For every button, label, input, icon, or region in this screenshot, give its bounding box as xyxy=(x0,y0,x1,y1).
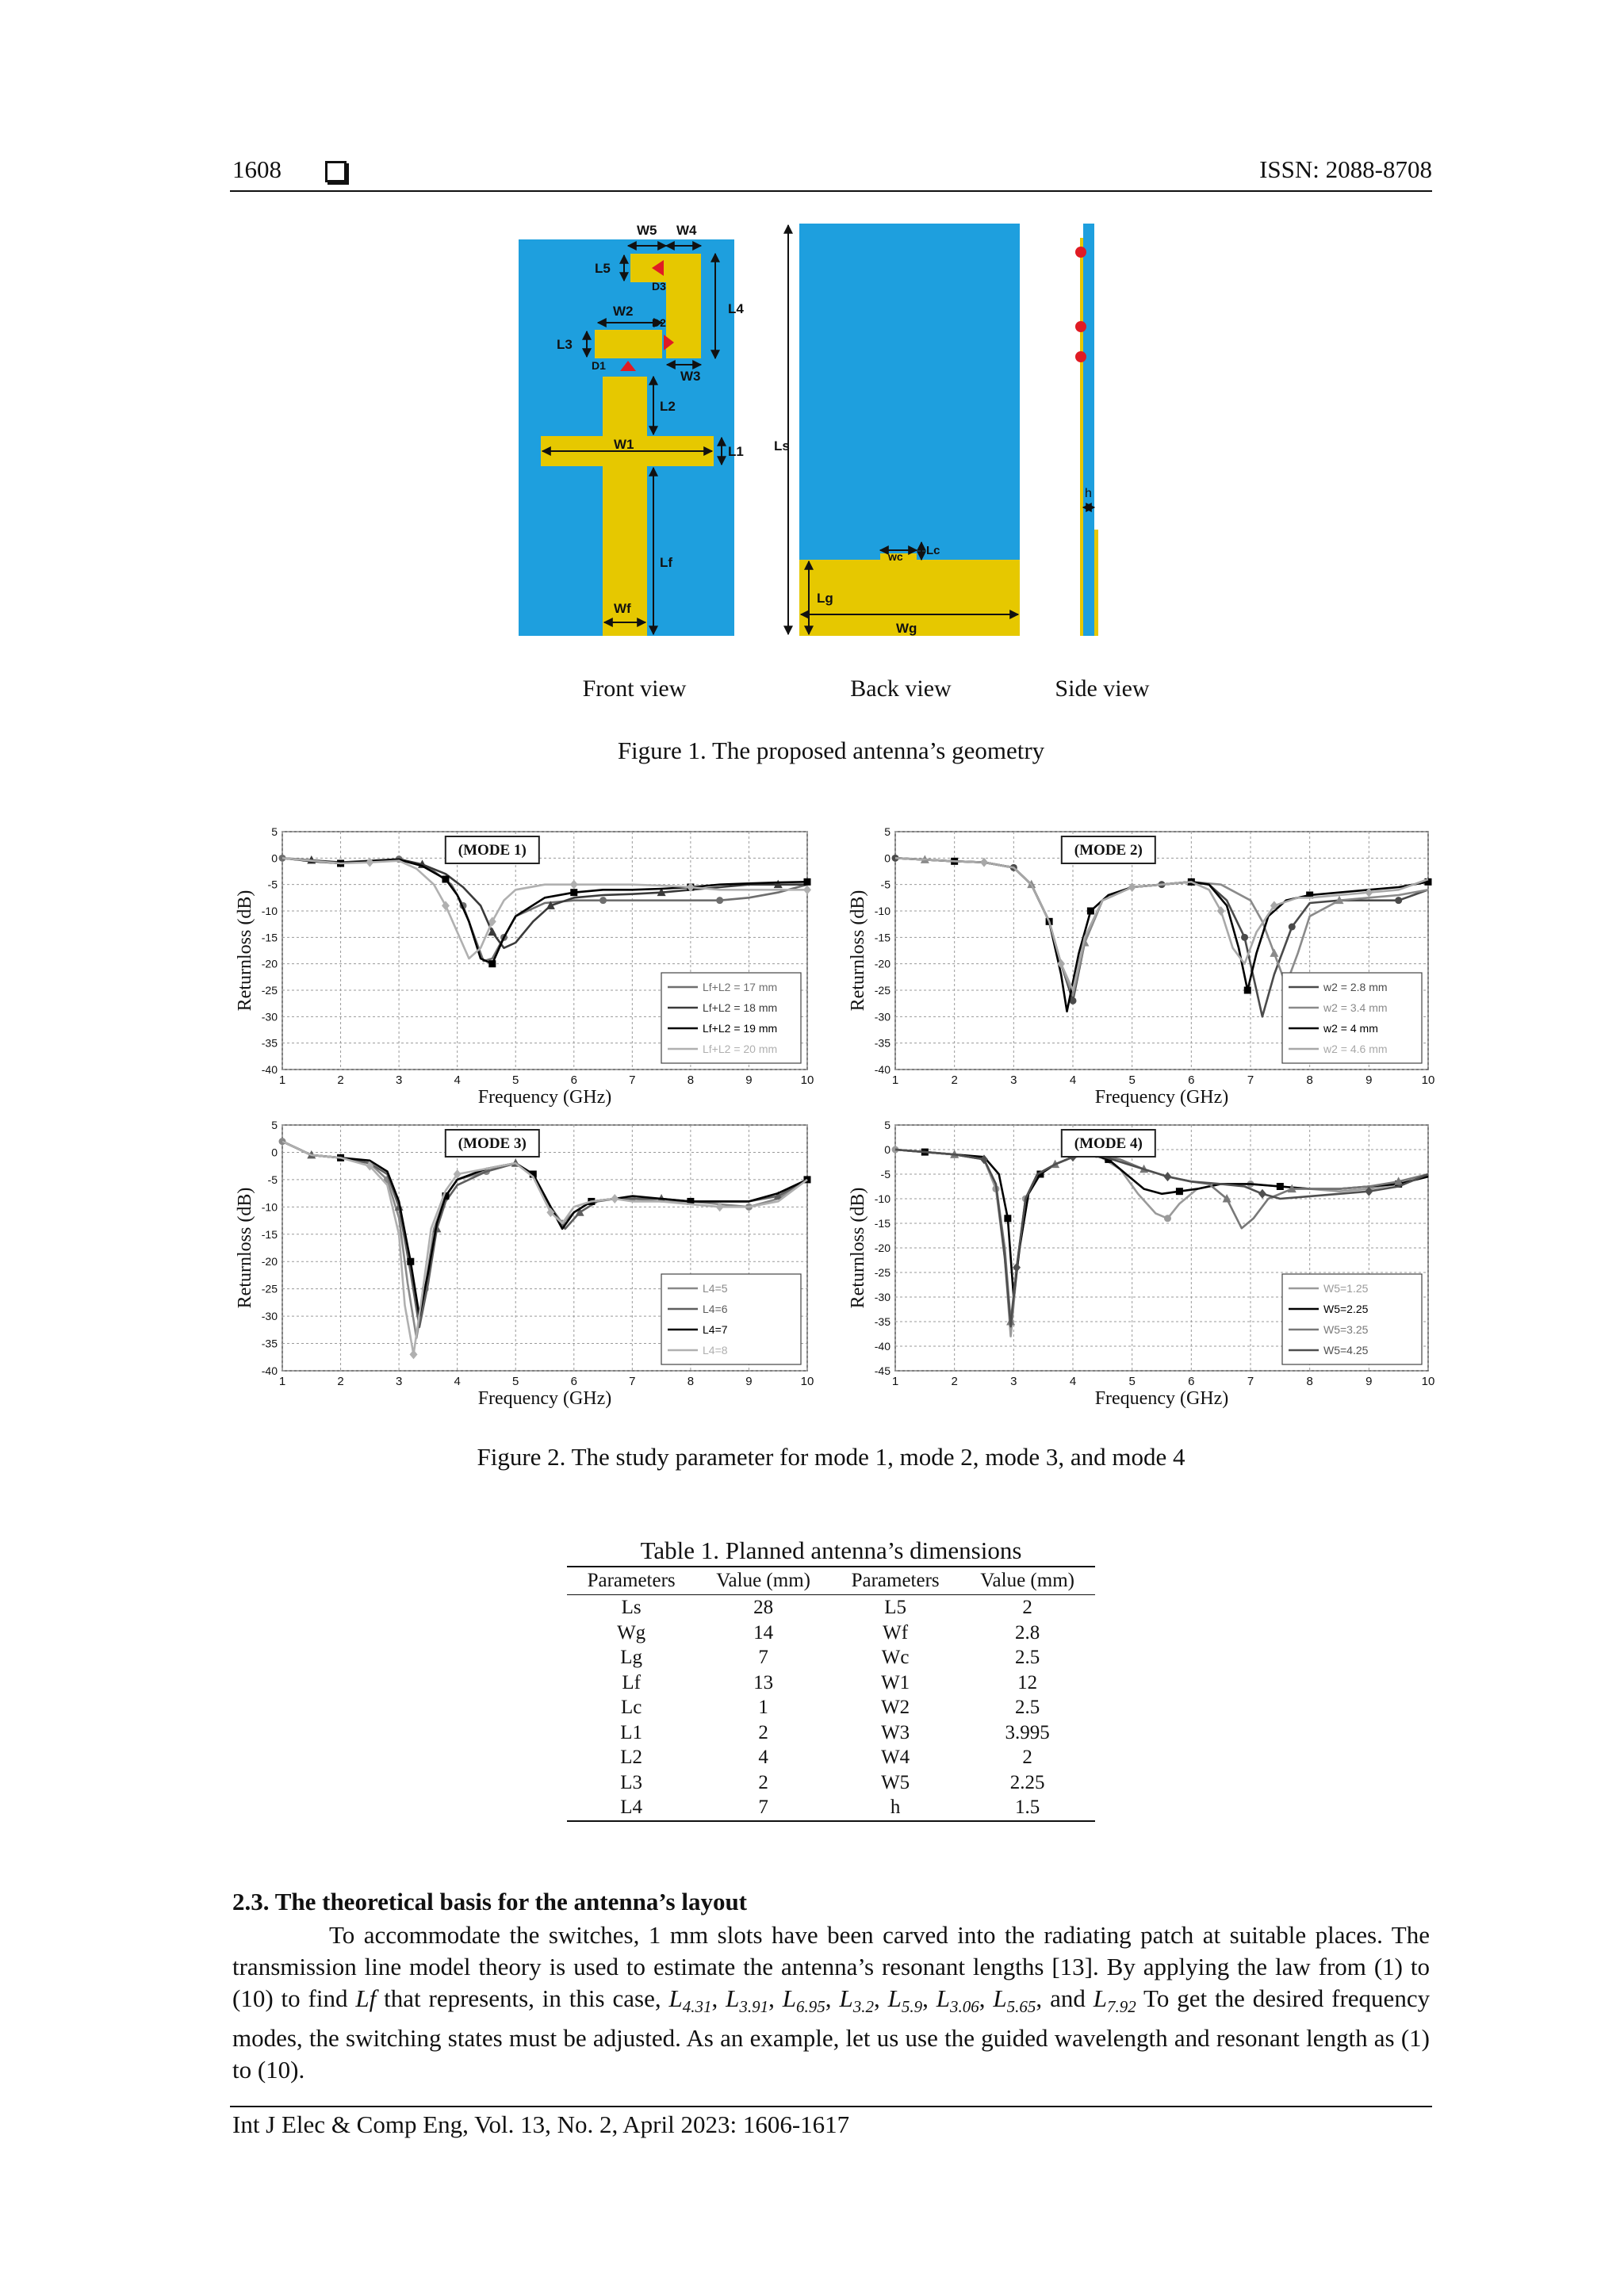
figure-1-antenna-geometry xyxy=(508,214,1158,666)
data-point xyxy=(570,889,577,896)
table-row xyxy=(567,1770,1095,1796)
x-tick-label: 2 xyxy=(951,1375,958,1388)
data-point xyxy=(716,897,723,904)
table-row xyxy=(567,1645,1095,1670)
resonant-lengths: $L_{4.31}$, $L_{3.91}$, $L_{6.95}$, $L_{3.2}$, $L_{5.9}$, $L_{3.06}$, $L_{5.65}$ xyxy=(668,1984,1036,2017)
x-tick-label: 8 xyxy=(1306,1375,1313,1388)
data-point xyxy=(1244,987,1251,994)
y-tick-label: -5 xyxy=(267,1173,278,1186)
table-cell: h xyxy=(831,1795,959,1821)
label-h: h xyxy=(1085,487,1092,500)
y-tick-label: 0 xyxy=(271,1146,278,1159)
y-axis-label: Returnloss (dB) xyxy=(235,1187,255,1309)
label-w2: W2 xyxy=(613,304,634,319)
data-point xyxy=(1176,1188,1183,1195)
x-tick-label: 7 xyxy=(1247,1073,1254,1087)
y-tick-label: -25 xyxy=(261,984,278,997)
data-point xyxy=(1004,1215,1011,1222)
para-and: , and xyxy=(1036,1984,1094,2012)
x-tick-label: 10 xyxy=(800,1375,814,1388)
x-tick-label: 6 xyxy=(1188,1073,1195,1087)
x-tick-label: 7 xyxy=(629,1073,636,1087)
x-tick-label: 4 xyxy=(454,1375,461,1388)
x-tick-label: 2 xyxy=(337,1073,344,1087)
table-cell: W4 xyxy=(881,1747,910,1768)
y-tick-label: -10 xyxy=(261,905,278,917)
length-0: $L_{4.31}$ xyxy=(668,1984,712,2017)
side-view-label: Side view xyxy=(1055,675,1150,702)
table-cell: 1 xyxy=(758,1697,768,1718)
front-view xyxy=(519,223,744,636)
y-tick-label: -5 xyxy=(880,1168,891,1181)
label-l5: L5 xyxy=(595,261,611,276)
y-tick-label: -30 xyxy=(874,1291,891,1303)
y-tick-label: -30 xyxy=(874,1010,891,1024)
label-lc: Lc xyxy=(926,544,940,557)
data-point xyxy=(1277,1183,1284,1190)
y-tick-label: -15 xyxy=(874,931,891,944)
chart-mode-4 xyxy=(843,1114,1438,1415)
table-cell: 12 xyxy=(1017,1671,1038,1693)
legend-label: Lf+L2 = 20 mm xyxy=(703,1043,778,1055)
table-cell: Lg xyxy=(620,1647,643,1668)
y-tick-label: -30 xyxy=(261,1310,278,1323)
legend-label: W5=4.25 xyxy=(1323,1344,1369,1357)
section-heading: 2.3. The theoretical basis for the antenna’s layout xyxy=(232,1888,748,1915)
length-1: $L_{3.91}$ xyxy=(726,1984,769,2017)
y-tick-label: -15 xyxy=(874,1217,891,1230)
table-header-row xyxy=(567,1567,1095,1595)
x-tick-label: 7 xyxy=(629,1375,636,1388)
table-cell: Ls xyxy=(621,1597,642,1618)
legend-label: L4=7 xyxy=(703,1323,728,1336)
x-tick-label: 9 xyxy=(1365,1073,1373,1087)
label-w4: W4 xyxy=(676,223,697,238)
footer-citation: Int J Elec & Comp Eng, Vol. 13, No. 2, April 2023: 1606-1617 xyxy=(232,2110,850,2138)
table-cell: 7 xyxy=(758,1647,768,1668)
side-diode-2 xyxy=(1075,321,1086,332)
table-cell: 14 xyxy=(753,1621,774,1644)
y-tick-label: -25 xyxy=(874,1266,891,1279)
data-point xyxy=(488,960,496,967)
data-point xyxy=(599,897,607,904)
length-5: $L_{3.06}$ xyxy=(936,1984,979,2017)
y-tick-label: -35 xyxy=(261,1337,278,1350)
x-tick-label: 6 xyxy=(1188,1375,1195,1388)
back-view xyxy=(774,224,1020,636)
y-tick-label: -40 xyxy=(874,1340,891,1353)
x-tick-label: 10 xyxy=(1421,1073,1435,1087)
back-view-label: Back view xyxy=(850,675,952,702)
x-tick-label: 3 xyxy=(395,1375,403,1388)
side-ground xyxy=(1094,530,1098,636)
y-tick-label: -20 xyxy=(261,1255,278,1269)
label-d3: D3 xyxy=(652,280,666,293)
length-2: $L_{6.95}$ xyxy=(782,1984,825,2017)
table-row xyxy=(567,1795,1095,1821)
y-tick-label: -20 xyxy=(874,1242,891,1254)
x-tick-label: 2 xyxy=(337,1375,344,1388)
table-cell: 13 xyxy=(753,1671,774,1693)
x-tick-label: 3 xyxy=(395,1073,403,1087)
side-patch xyxy=(1080,238,1083,636)
data-point xyxy=(1087,908,1094,915)
y-tick-label: -15 xyxy=(261,931,278,944)
table-cell: W5 xyxy=(881,1771,910,1793)
label-d1: D1 xyxy=(592,359,606,372)
y-axis-label: Returnloss (dB) xyxy=(235,890,255,1012)
data-point xyxy=(1164,1215,1171,1222)
table-row xyxy=(567,1621,1095,1646)
x-tick-label: 6 xyxy=(570,1375,577,1388)
table-row xyxy=(567,1595,1095,1621)
table-cell: W1 xyxy=(881,1671,910,1693)
side-diode-1 xyxy=(1075,247,1086,258)
legend-label: L4=5 xyxy=(703,1282,728,1295)
legend-label: W5=1.25 xyxy=(1323,1282,1369,1295)
x-axis-label: Frequency (GHz) xyxy=(1094,1087,1229,1108)
x-tick-label: 8 xyxy=(687,1375,695,1388)
legend-label: W5=3.25 xyxy=(1323,1323,1369,1336)
legend-label: w2 = 4.6 mm xyxy=(1323,1043,1388,1055)
y-tick-label: -40 xyxy=(261,1063,278,1076)
front-view-label: Front view xyxy=(582,675,687,702)
col-header: Value (mm) xyxy=(959,1567,1095,1595)
legend-label: Lf+L2 = 18 mm xyxy=(703,1001,778,1014)
x-tick-label: 4 xyxy=(1069,1375,1077,1388)
label-l4: L4 xyxy=(728,301,744,316)
table-cell: 2.5 xyxy=(1015,1697,1040,1718)
y-tick-label: -5 xyxy=(880,878,891,891)
x-tick-label: 8 xyxy=(1306,1073,1313,1087)
y-axis-label: Returnloss (dB) xyxy=(848,1187,868,1309)
y-tick-label: -25 xyxy=(874,984,891,997)
table-cell: L3 xyxy=(620,1771,643,1793)
legend-label: w2 = 2.8 mm xyxy=(1323,981,1388,993)
table-cell: 2 xyxy=(758,1721,768,1743)
y-tick-label: -45 xyxy=(874,1364,891,1377)
legend-label: w2 = 3.4 mm xyxy=(1323,1001,1388,1014)
feed-line xyxy=(603,377,647,636)
y-tick-label: -40 xyxy=(261,1364,278,1377)
length-4: $L_{5.9}$ xyxy=(887,1984,923,2017)
x-tick-label: 1 xyxy=(891,1073,899,1087)
table-cell: 4 xyxy=(758,1747,768,1768)
table-cell: 2.25 xyxy=(1009,1771,1045,1793)
label-l3: L3 xyxy=(557,337,573,352)
table-cell: Lf xyxy=(622,1671,641,1693)
length-last: $L_{7.92}$ xyxy=(1093,1984,1136,2017)
y-tick-label: -20 xyxy=(261,957,278,970)
table-cell: Wg xyxy=(617,1621,646,1644)
y-tick-label: -35 xyxy=(874,1036,891,1050)
table-cell: L5 xyxy=(884,1597,906,1618)
y-tick-label: -35 xyxy=(874,1315,891,1328)
x-axis-label: Frequency (GHz) xyxy=(477,1087,612,1108)
table-cell: 2.8 xyxy=(1015,1621,1040,1644)
table-cell: 2 xyxy=(1022,1747,1032,1768)
x-tick-label: 9 xyxy=(1365,1375,1373,1388)
label-w5: W5 xyxy=(637,223,657,238)
legend-label: Lf+L2 = 17 mm xyxy=(703,981,778,993)
x-tick-label: 4 xyxy=(1069,1073,1077,1087)
length-6: $L_{5.65}$ xyxy=(993,1984,1036,2017)
y-tick-label: -10 xyxy=(261,1200,278,1214)
arm-w2 xyxy=(595,330,662,358)
side-diode-3 xyxy=(1075,351,1086,362)
legend-label: Lf+L2 = 19 mm xyxy=(703,1022,778,1035)
y-tick-label: -20 xyxy=(874,957,891,970)
y-tick-label: -15 xyxy=(261,1227,278,1241)
col-header: Value (mm) xyxy=(695,1567,831,1595)
y-tick-label: -35 xyxy=(261,1036,278,1050)
issn: ISSN: 2088-8708 xyxy=(1259,155,1432,183)
side-substrate xyxy=(1083,224,1094,636)
y-tick-label: 5 xyxy=(271,1119,278,1131)
page-number: 1608 xyxy=(232,155,282,183)
y-tick-label: 0 xyxy=(884,1143,891,1156)
label-wc: wc xyxy=(888,550,903,563)
x-tick-label: 2 xyxy=(951,1073,958,1087)
label-wg: Wg xyxy=(896,621,917,636)
data-point xyxy=(279,1138,286,1145)
x-tick-label: 10 xyxy=(1421,1375,1435,1388)
label-lg: Lg xyxy=(817,591,833,606)
y-tick-label: 0 xyxy=(271,851,278,865)
data-point xyxy=(407,1258,414,1265)
chart-title: (MODE 3) xyxy=(458,1135,527,1152)
x-tick-label: 5 xyxy=(1128,1073,1136,1087)
y-tick-label: 5 xyxy=(271,825,278,838)
chart-mode-1 xyxy=(230,821,817,1114)
table-cell: 7 xyxy=(695,1795,831,1821)
length-3: $L_{3.2}$ xyxy=(839,1984,874,2017)
figure-1-caption: Figure 1. The proposed antenna’s geometry xyxy=(617,737,1045,764)
label-ls: Ls xyxy=(774,438,790,453)
side-view xyxy=(1075,224,1098,636)
y-tick-label: 5 xyxy=(884,1119,891,1131)
chart-mode-3 xyxy=(230,1114,817,1415)
table-cell: 3.995 xyxy=(1005,1721,1050,1743)
label-w1: W1 xyxy=(614,437,634,452)
y-tick-label: 5 xyxy=(884,825,891,838)
header-rule xyxy=(230,190,1432,192)
label-w3: W3 xyxy=(680,369,701,384)
x-axis-label: Frequency (GHz) xyxy=(477,1388,612,1409)
label-wf: Wf xyxy=(614,601,631,616)
x-tick-label: 9 xyxy=(745,1073,753,1087)
x-tick-label: 6 xyxy=(570,1073,577,1087)
table-1-caption: Table 1. Planned antenna’s dimensions xyxy=(640,1536,1022,1564)
col-header: Parameters xyxy=(567,1567,695,1595)
data-point xyxy=(1395,897,1402,904)
legend-label: L4=8 xyxy=(703,1344,728,1357)
table-cell: 1.5 xyxy=(959,1795,1095,1821)
label-d2: D2 xyxy=(652,316,666,329)
table-cell: Wf xyxy=(883,1621,909,1644)
lf-symbol: Lf xyxy=(355,1984,377,2012)
x-tick-label: 4 xyxy=(454,1073,461,1087)
table-body xyxy=(567,1595,1095,1821)
y-tick-label: 0 xyxy=(884,851,891,865)
table-cell: Lc xyxy=(620,1697,642,1718)
x-tick-label: 1 xyxy=(278,1375,286,1388)
data-point xyxy=(442,876,449,883)
x-tick-label: 8 xyxy=(687,1073,695,1087)
table-cell: L2 xyxy=(620,1747,643,1768)
x-tick-label: 1 xyxy=(891,1375,899,1388)
table-row xyxy=(567,1745,1095,1770)
label-lf: Lf xyxy=(660,555,673,570)
table-cell: 2.5 xyxy=(1015,1647,1040,1668)
chart-mode-2 xyxy=(843,821,1438,1114)
chart-title: (MODE 2) xyxy=(1074,842,1143,859)
data-point xyxy=(1289,924,1296,931)
figure-2-caption: Figure 2. The study parameter for mode 1, mode 2, mode 3, and mode 4 xyxy=(477,1443,1185,1471)
para-end: To get the desired frequency modes, the switching states must be adjusted. As an example, let us use the guided wavelength and resonant length as (1) to (10). xyxy=(232,1984,1431,2084)
label-l1: L1 xyxy=(728,444,744,459)
col-header: Parameters xyxy=(831,1567,959,1595)
table-cell: 2 xyxy=(1022,1597,1032,1618)
chart-title: (MODE 1) xyxy=(458,842,527,859)
dimensions-table xyxy=(567,1566,1095,1822)
legend-label: w2 = 4 mm xyxy=(1323,1022,1378,1035)
x-tick-label: 7 xyxy=(1247,1375,1254,1388)
legend-label: W5=2.25 xyxy=(1323,1303,1369,1315)
x-axis-label: Frequency (GHz) xyxy=(1094,1388,1229,1409)
table-cell: L4 xyxy=(567,1795,695,1821)
y-tick-label: -30 xyxy=(261,1010,278,1024)
x-tick-label: 3 xyxy=(1010,1375,1017,1388)
x-tick-label: 5 xyxy=(512,1375,519,1388)
table-row xyxy=(567,1670,1095,1696)
x-tick-label: 5 xyxy=(512,1073,519,1087)
header-box-icon xyxy=(325,161,347,182)
data-point xyxy=(1241,934,1248,941)
table-row xyxy=(567,1720,1095,1746)
table-cell: 2 xyxy=(758,1771,768,1793)
chart-title: (MODE 4) xyxy=(1074,1135,1143,1152)
table-cell: L1 xyxy=(620,1721,643,1743)
y-tick-label: -40 xyxy=(874,1063,891,1076)
legend-label: L4=6 xyxy=(703,1303,728,1315)
table-row xyxy=(567,1695,1095,1720)
table-cell: 28 xyxy=(753,1597,774,1618)
table-cell: W3 xyxy=(881,1721,910,1743)
table-cell: Wc xyxy=(881,1647,910,1668)
data-point xyxy=(804,878,811,886)
x-tick-label: 3 xyxy=(1010,1073,1017,1087)
y-tick-label: -5 xyxy=(267,878,278,891)
x-tick-label: 1 xyxy=(278,1073,286,1087)
label-l2: L2 xyxy=(660,399,676,414)
x-tick-label: 5 xyxy=(1128,1375,1136,1388)
table-cell: W2 xyxy=(881,1697,910,1718)
section-paragraph xyxy=(232,1919,1430,2086)
x-tick-label: 9 xyxy=(745,1375,753,1388)
y-tick-label: -25 xyxy=(261,1282,278,1295)
footer-rule xyxy=(230,2106,1432,2107)
x-tick-label: 10 xyxy=(800,1073,814,1087)
y-tick-label: -10 xyxy=(874,905,891,917)
para-mid: that represents, in this case, xyxy=(376,1984,669,2012)
y-axis-label: Returnloss (dB) xyxy=(848,890,868,1012)
y-tick-label: -10 xyxy=(874,1192,891,1205)
para-start: To accommodate the switches, 1 mm slots have been carved into the radiating patch at suitable places. The transmission line model theory is used to estimate the antenna’s resonant lengths [13]. By applying the law from (1) to (10) to find xyxy=(232,1921,1430,2012)
